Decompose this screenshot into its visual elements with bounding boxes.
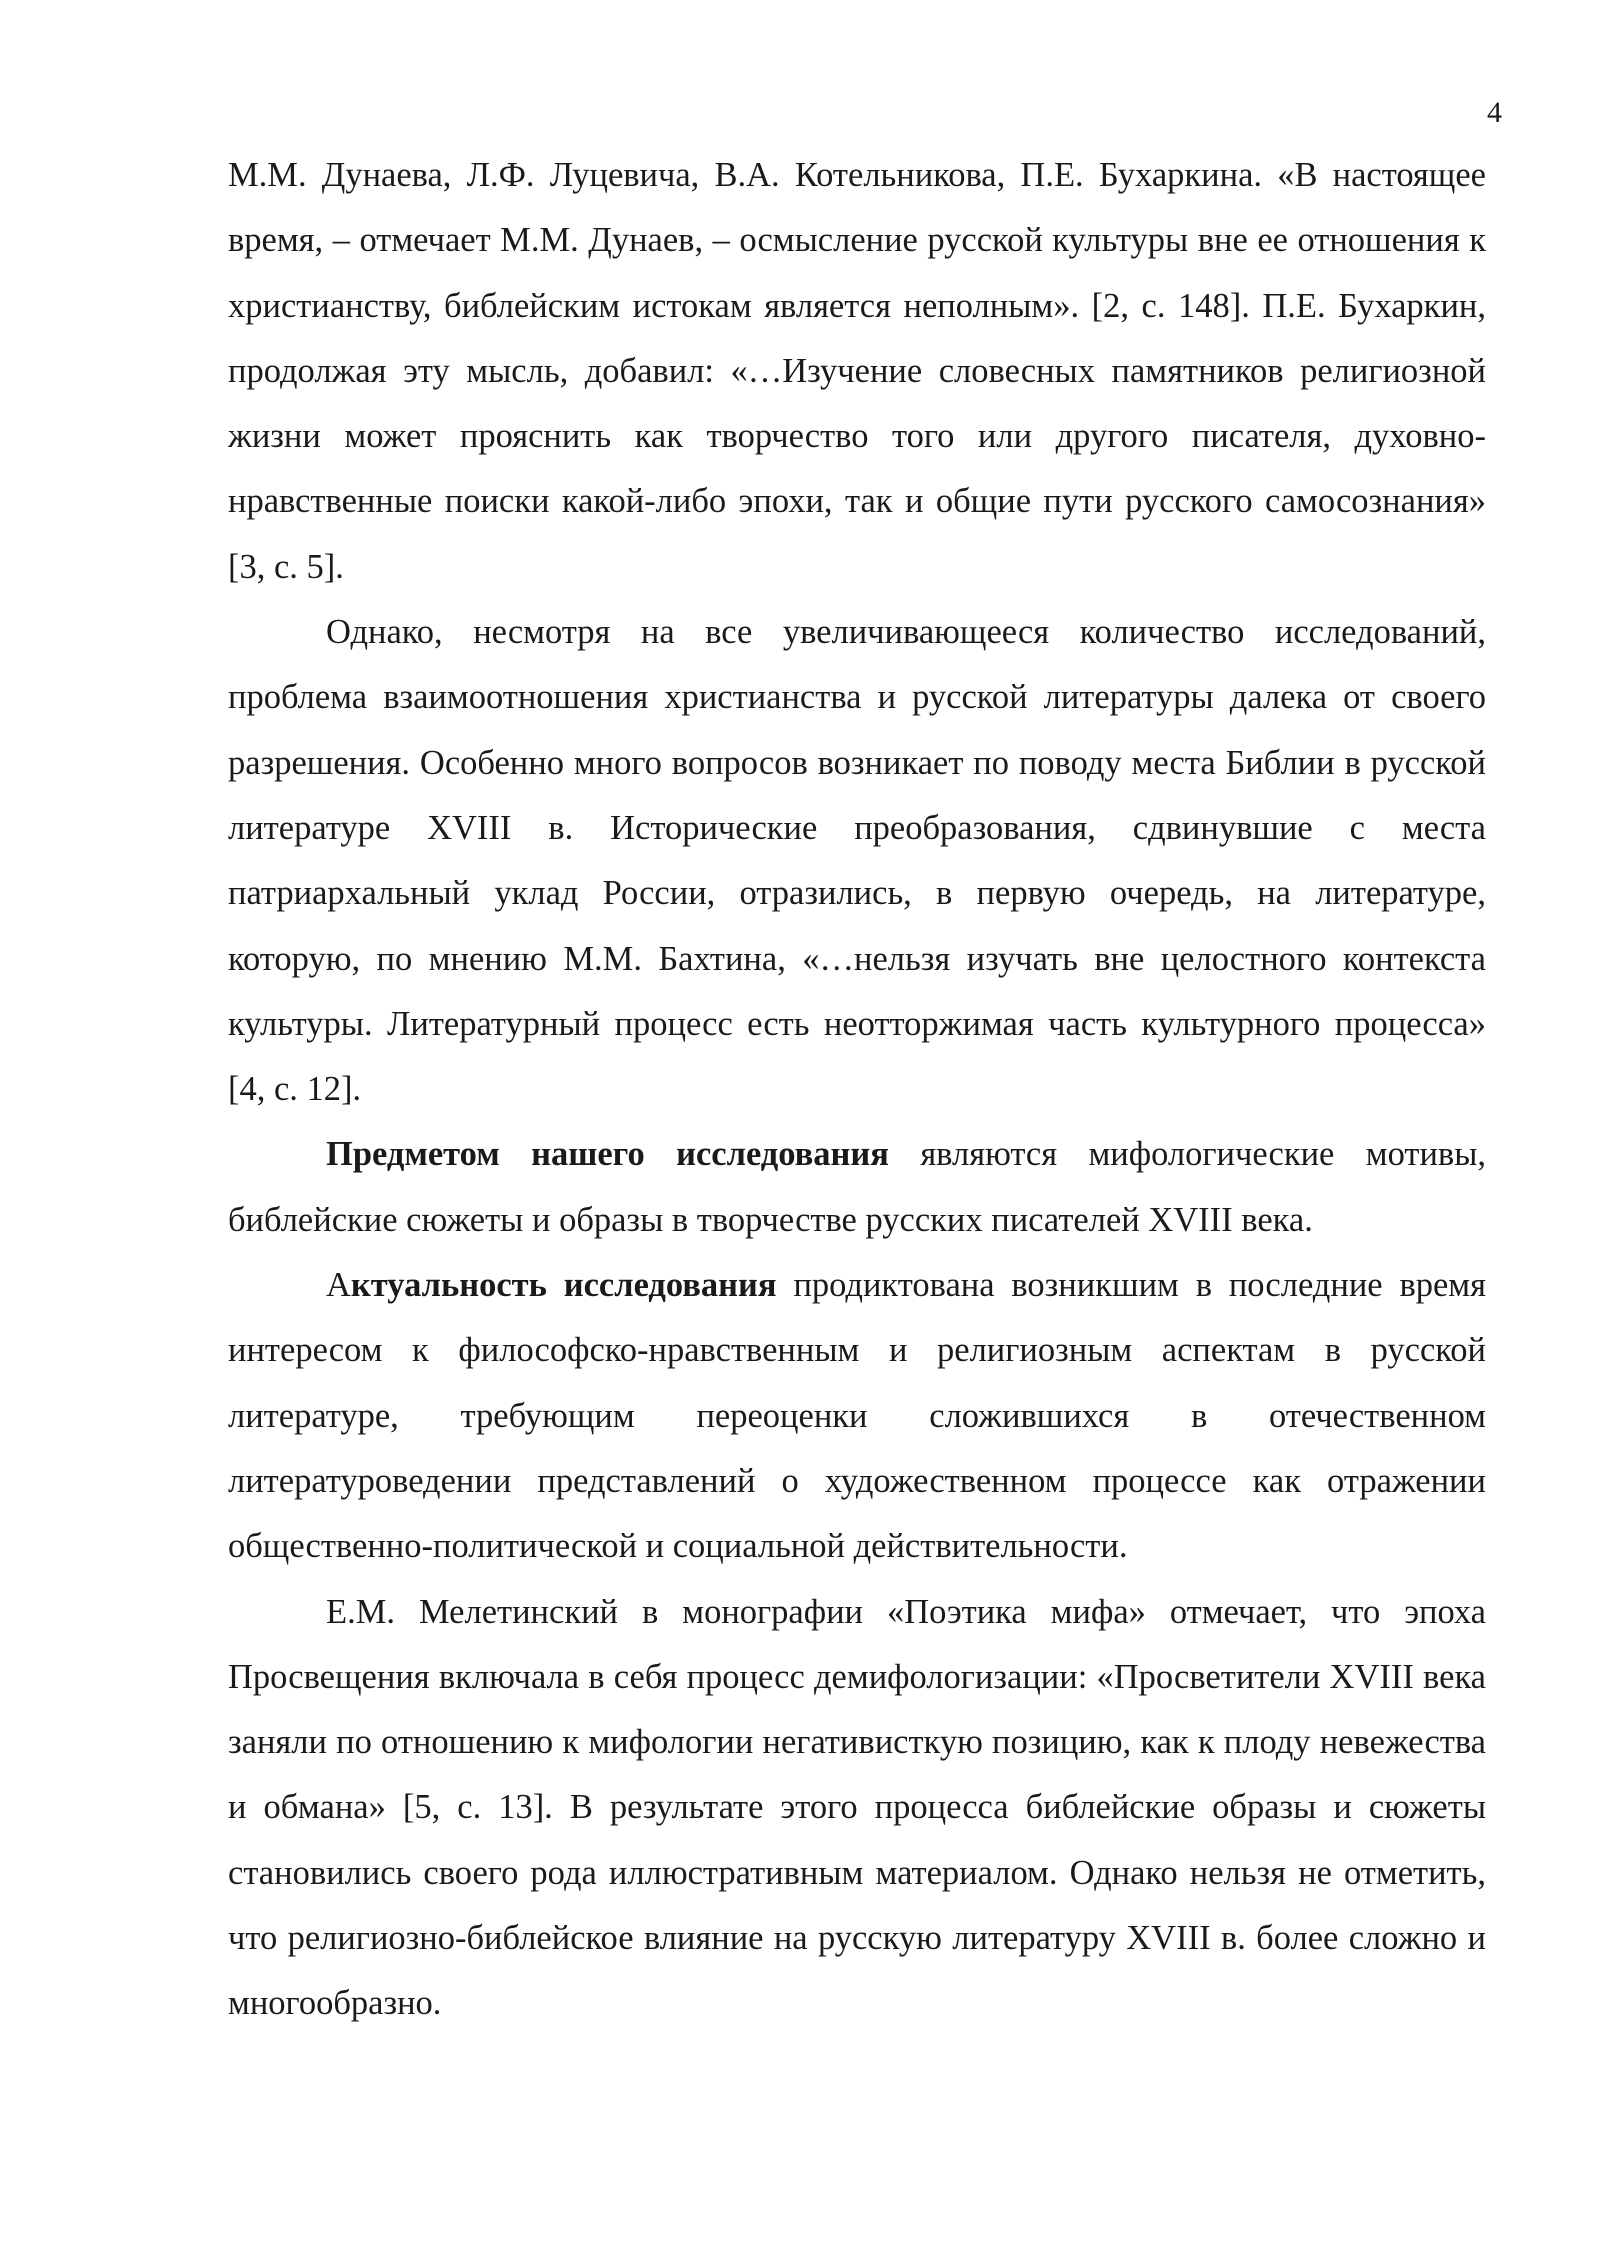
bold-text: ктуальность исследования bbox=[350, 1266, 777, 1305]
paragraph-text: Е.М. Мелетинский в монографии «Поэтика мифа» отмечает, что эпоха Просвещения включала в себя процесс демифологизации: «Просветители XVIII века заняли по отношению к мифологии негативисткую позицию, как к плоду невежества и обмана» [5, с. 13]. В результате этого процесса библейские образы и сюжеты становились своего рода иллюстративным материалом. Однако нельзя не отметить, что религиозно-библейское влияние на русскую литературу XVIII в. более сложно и многообразно. bbox=[228, 1592, 1486, 2023]
paragraph bbox=[228, 1122, 1486, 1253]
paragraph bbox=[228, 143, 1486, 600]
bold-text: Предметом нашего исследования bbox=[326, 1135, 889, 1174]
document-body bbox=[228, 143, 1486, 2037]
paragraph bbox=[228, 600, 1486, 1122]
paragraph-text: Однако, несмотря на все увеличивающееся количество исследований, проблема взаимоотношения христианства и русской литературы далека от своего разрешения. Особенно много вопросов возникает по поводу места Библии в русской литературе XVIII в. Исторические преобразования, сдвинувшие с места патриархальный уклад России, отразились, в первую очередь, на литературе, которую, по мнению М.М. Бахтина, «…нельзя изучать вне целостного контекста культуры. Литературный процесс есть неотторжимая часть культурного процесса» [4, с. 12]. bbox=[228, 613, 1486, 1109]
paragraph-text: М.М. Дунаева, Л.Ф. Луцевича, В.А. Котельникова, П.Е. Бухаркина. «В настоящее время, – отмечает М.М. Дунаев, – осмысление русской культуры вне ее отношения к христианству, библейским истокам является неполным». [2, с. 148]. П.Е. Бухаркин, продолжая эту мысль, добавил: «…Изучение словесных памятников религиозной жизни может прояснить как творчество того или другого писателя, духовно-нравственные поиски какой-либо эпохи, так и общие пути русского самосознания» [3, с. 5]. bbox=[228, 156, 1486, 586]
paragraph-text: А bbox=[326, 1266, 351, 1305]
paragraph-text: продиктована возникшим в последние время интересом к философско-нравственным и религиозным аспектам в русской литературе, требующим переоценки сложившихся в отечественном литературоведении представлений о художественном процессе как отражении общественно-политической и социальной действительности. bbox=[228, 1266, 1486, 1566]
paragraph bbox=[228, 1580, 1486, 2037]
page-number: 4 bbox=[1487, 96, 1502, 129]
paragraph bbox=[228, 1253, 1486, 1579]
paragraph-text: являются мифологические мотивы, библейские сюжеты и образы в творчестве русских писателей XVIII века. bbox=[228, 1135, 1486, 1239]
